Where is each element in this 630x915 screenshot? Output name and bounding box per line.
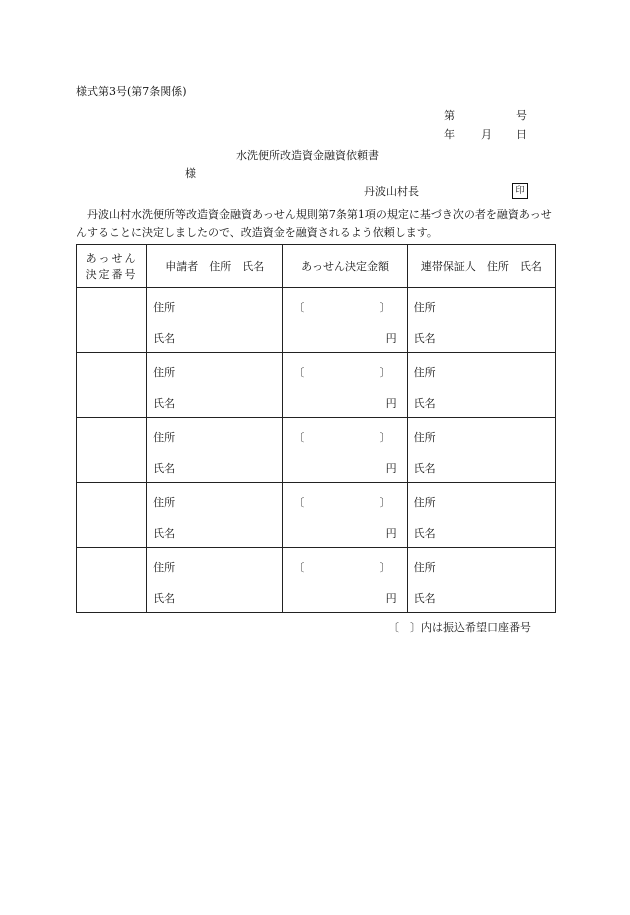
guarantor-cell[interactable] xyxy=(407,288,555,353)
decision-number-cell[interactable] xyxy=(77,548,147,613)
yen-unit: 円 xyxy=(385,527,397,540)
guarantor-address-label: 住所 xyxy=(413,366,436,379)
table-row xyxy=(77,548,556,613)
decision-number-cell[interactable] xyxy=(77,483,147,548)
yen-unit: 円 xyxy=(385,462,397,475)
guarantor-cell[interactable] xyxy=(407,548,555,613)
account-bracket-close: 〕 xyxy=(379,496,391,509)
guarantor-name-label: 氏名 xyxy=(413,332,436,345)
decision-number-cell[interactable] xyxy=(77,418,147,483)
guarantor-cell[interactable] xyxy=(407,353,555,418)
account-bracket-close: 〕 xyxy=(379,431,391,444)
header-guarantor: 連帯保証人 住所 氏名 xyxy=(407,245,555,288)
guarantor-address-label: 住所 xyxy=(413,561,436,574)
guarantor-address-label: 住所 xyxy=(413,431,436,444)
table-row xyxy=(77,288,556,353)
header-decided-amount: あっせん決定金額 xyxy=(283,245,407,288)
applicant-name-label: 氏名 xyxy=(153,332,176,345)
header-applicant: 申請者 住所 氏名 xyxy=(147,245,283,288)
applicant-cell[interactable] xyxy=(147,288,283,353)
guarantor-name-label: 氏名 xyxy=(413,592,436,605)
document-title: 水洗便所改造資金融資依頼書 xyxy=(236,149,379,162)
header-decision-number-line2: 決定番号 xyxy=(85,268,138,281)
applicant-address-label: 住所 xyxy=(153,496,176,509)
date-month-label: 月 xyxy=(481,128,492,141)
addressee-honorific: 様 xyxy=(185,167,196,180)
account-bracket-close: 〕 xyxy=(379,366,391,379)
account-bracket-close: 〕 xyxy=(379,561,391,574)
header-decision-number xyxy=(77,245,147,288)
account-bracket-open: 〔 xyxy=(293,366,305,379)
decision-number-cell[interactable] xyxy=(77,353,147,418)
guarantor-name-label: 氏名 xyxy=(413,527,436,540)
guarantor-cell[interactable] xyxy=(407,418,555,483)
table-row xyxy=(77,353,556,418)
form-number: 様式第3号(第7条関係) xyxy=(76,85,187,98)
table-row xyxy=(77,418,556,483)
table-row xyxy=(77,483,556,548)
applicant-address-label: 住所 xyxy=(153,431,176,444)
applicant-cell[interactable] xyxy=(147,353,283,418)
account-bracket-open: 〔 xyxy=(293,301,305,314)
decided-amount-cell[interactable] xyxy=(283,288,407,353)
account-bracket-open: 〔 xyxy=(293,431,305,444)
document-number-prefix: 第 xyxy=(444,109,455,122)
date-day-label: 日 xyxy=(516,128,527,141)
date-year-label: 年 xyxy=(444,128,455,141)
applicant-name-label: 氏名 xyxy=(153,527,176,540)
account-bracket-open: 〔 xyxy=(293,496,305,509)
decided-amount-cell[interactable] xyxy=(283,418,407,483)
applicant-name-label: 氏名 xyxy=(153,592,176,605)
seal-mark: 印 xyxy=(512,183,528,199)
account-bracket-close: 〕 xyxy=(379,301,391,314)
issuer-name: 丹波山村長 xyxy=(364,185,419,198)
guarantor-name-label: 氏名 xyxy=(413,462,436,475)
loan-request-table xyxy=(76,244,556,613)
guarantor-address-label: 住所 xyxy=(413,301,436,314)
decided-amount-cell[interactable] xyxy=(283,483,407,548)
applicant-cell[interactable] xyxy=(147,483,283,548)
request-body-text: 丹波山村水洗便所等改造資金融資あっせん規則第7条第1項の規定に基づき次の者を融資あっせんすることに決定しましたので、改造資金を融資されるよう依頼します。 xyxy=(76,208,552,239)
applicant-name-label: 氏名 xyxy=(153,397,176,410)
decision-number-cell[interactable] xyxy=(77,288,147,353)
guarantor-name-label: 氏名 xyxy=(413,397,436,410)
applicant-address-label: 住所 xyxy=(153,366,176,379)
yen-unit: 円 xyxy=(385,592,397,605)
document-number-suffix: 号 xyxy=(516,109,527,122)
decided-amount-cell[interactable] xyxy=(283,353,407,418)
account-bracket-open: 〔 xyxy=(293,561,305,574)
applicant-cell[interactable] xyxy=(147,418,283,483)
applicant-address-label: 住所 xyxy=(153,561,176,574)
guarantor-cell[interactable] xyxy=(407,483,555,548)
yen-unit: 円 xyxy=(385,397,397,410)
header-decision-number-line1: あっせん xyxy=(85,252,138,265)
footnote: 〔 〕内は振込希望口座番号 xyxy=(388,621,531,634)
decided-amount-cell[interactable] xyxy=(283,548,407,613)
applicant-address-label: 住所 xyxy=(153,301,176,314)
guarantor-address-label: 住所 xyxy=(413,496,436,509)
applicant-cell[interactable] xyxy=(147,548,283,613)
yen-unit: 円 xyxy=(385,332,397,345)
applicant-name-label: 氏名 xyxy=(153,462,176,475)
table-header-row xyxy=(77,245,556,288)
